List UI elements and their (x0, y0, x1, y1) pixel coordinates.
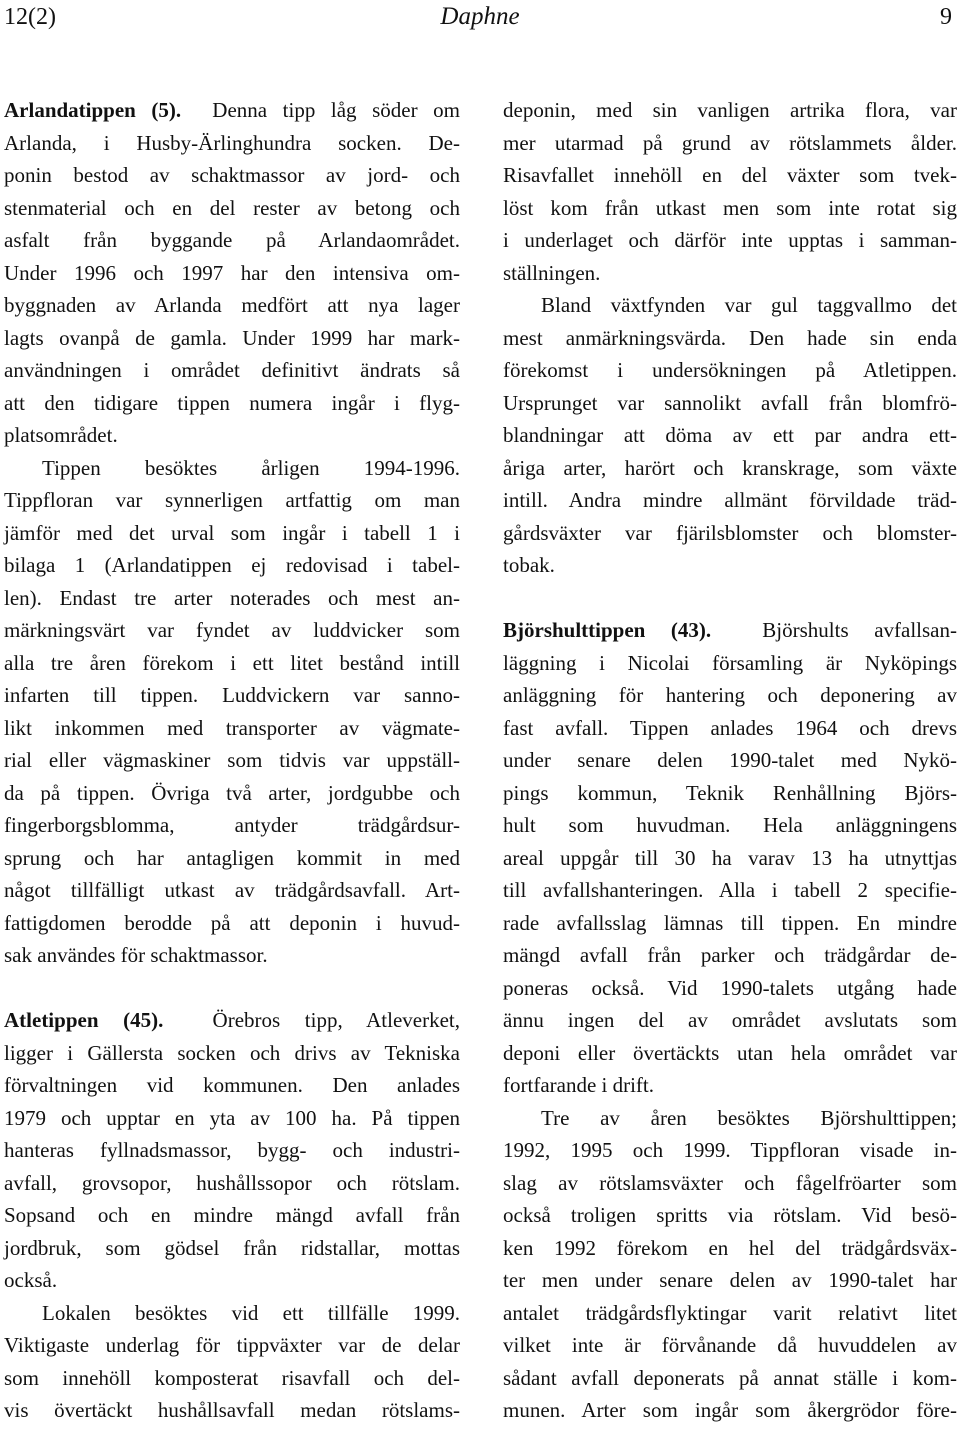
text-line: Bland växtfynden var gul taggvallmo det (541, 293, 957, 317)
text-line: Arlanda, i Husby-Ärlinghundra socken. De- (4, 130, 460, 155)
text-line: sådant avfall deponerats på annat ställe i kom- (503, 1365, 957, 1390)
text-line: 1992, 1995 och 1999. Tippfloran visade in- (503, 1138, 957, 1162)
text-line: också. (4, 1268, 58, 1292)
text-line: förekomst i undersökningen på Atletippen. (503, 358, 957, 382)
text-line: rial eller vägmaskiner som tidvis var uppställ- (4, 748, 460, 772)
text-line: tobak. (503, 553, 555, 577)
text-line: hanteras fyllnadsmassor, bygg- och industri- (4, 1138, 460, 1162)
text-line: avfall, grovsopor, hushållssopor och rötslam. (4, 1170, 460, 1195)
volume-issue: 12(2) (4, 4, 56, 30)
journal-title: Daphne (440, 3, 520, 30)
text-line: anläggning för hantering och deponering av (503, 683, 957, 707)
text-line: areal uppgår till 30 ha varav 13 ha utnyttjas (503, 845, 957, 870)
page-number: 9 (940, 4, 952, 30)
text-line: Under 1996 och 1997 har den intensiva om- (4, 260, 460, 285)
text-line: fattigdomen berodde på att deponin i huvud- (4, 910, 460, 935)
text-line: ken 1992 förekom en hel del trädgårdsväx- (503, 1235, 957, 1260)
text-line: Tippfloran var synnerligen artfattig om man (4, 488, 460, 512)
section-heading: Atletippen (45). (4, 1008, 164, 1032)
text-line: hult som huvudman. Hela anläggningens (503, 813, 957, 837)
left-column (4, 94, 460, 1427)
text-line: intill. Andra mindre allmänt förvildade träd- (503, 488, 957, 512)
text-line: gårdsväxter var fjärilsblomster och blomster- (503, 520, 957, 545)
text-line: att den tidigare tippen numera ingår i flyg- (4, 390, 460, 415)
text-line: Atletippen (45). Örebros tipp, Atleverket, (4, 1008, 460, 1032)
text-line: poneras också. Vid 1990-talets utgång hade (503, 975, 957, 1000)
section-heading: Arlandatippen (5). (4, 98, 182, 122)
text-line: i underlaget och därför inte upptas i samman- (503, 228, 957, 252)
section-arlandatippen (4, 94, 460, 972)
text-line: mest anmärkningsvärda. Den hade sin enda (503, 325, 957, 350)
text-line: asfalt från byggande på Arlandaområdet. (4, 228, 460, 252)
section-gap (503, 582, 957, 615)
text-line: ställningen. (503, 260, 601, 285)
text-line: sprung och har antagligen kommit in med (4, 845, 460, 870)
text-line: len). Endast tre arter noterades och mest an- (4, 585, 460, 610)
section-atletippen (4, 1004, 460, 1427)
text-line: fast avfall. Tippen anlades 1964 och drevs (503, 715, 957, 740)
text-line: ännu ingen del av området avslutats som (503, 1008, 957, 1032)
text-line: slag av rötslamsväxter och fågelfröarter som (503, 1170, 957, 1195)
text-line: lagts ovanpå de gamla. Under 1999 har mark- (4, 325, 460, 350)
text-line: under senare delen 1990-talet med Nykö- (503, 748, 957, 772)
text-line: Arlandatippen (5). Denna tipp låg söder om (4, 98, 460, 122)
text-line: platsområdet. (4, 423, 118, 447)
text-line: ponin bestod av schaktmassor av jord- och (4, 163, 460, 187)
text-line: ligger i Gällersta socken och drivs av Tekniska (4, 1040, 460, 1065)
text-line: Sopsand och en mindre mängd avfall från (4, 1203, 460, 1227)
text-line: mer utarmad på grund av rötslammets ålder. (503, 130, 957, 155)
text-line: vis övertäckt hushållsavfall medan rötslams- (4, 1398, 460, 1422)
text-line: jämför med det urval som ingår i tabell 1 i (4, 520, 460, 545)
section-bjorshulttippen (503, 614, 957, 1427)
text-line: pings kommun, Teknik Renhållning Björs- (503, 780, 957, 805)
text-line: jordbruk, som gödsel från ridstallar, mottas (4, 1235, 460, 1260)
text-line: 1979 och upptar en yta av 100 ha. På tippen (4, 1105, 460, 1130)
right-column (503, 94, 957, 1427)
text-line: Tre av åren besöktes Björshulttippen; (541, 1105, 957, 1130)
text-line: Lokalen besöktes vid ett tillfälle 1999. (42, 1300, 460, 1325)
text-line: Björshulttippen (43). Björshults avfallsan- (503, 618, 957, 642)
text-line: Viktigaste underlag för tippväxter var de delar (4, 1333, 460, 1357)
text-line: blandningar att döma av ett par andra ett- (503, 423, 957, 447)
section-gap (4, 972, 460, 1005)
text-line: munen. Arter som ingår som åkergrödor före- (503, 1398, 957, 1422)
text-line: da på tippen. Övriga två arter, jordgubbe och (4, 780, 460, 805)
text-line: Risavfallet innehöll en del växter som tvek- (503, 163, 957, 187)
text-line: märkningsvärt var fyndet av luddvicker som (4, 618, 460, 642)
section-atletippen-continued (503, 94, 957, 582)
text-line: sak användes för schaktmassor. (4, 943, 268, 967)
text-line: fortfarande i drift. (503, 1073, 655, 1097)
text-line: som innehöll komposterat risavfall och del- (4, 1365, 460, 1390)
text-line: alla tre åren förekom i ett litet bestånd intill (4, 650, 460, 675)
text-line: läggning i Nicolai församling är Nyköpings (503, 650, 957, 675)
text-line: fingerborgsblomma, antyder trädgårdsur- (4, 813, 460, 837)
text-line: deponi eller övertäckts utan hela området var (503, 1040, 957, 1065)
text-line: till avfallshanteringen. Alla i tabell 2 specifie- (503, 878, 957, 902)
text-line: användningen i området definitivt ändrats så (4, 358, 460, 382)
text-line: något tillfälligt utkast av trädgårdsavfall. Art- (4, 878, 460, 902)
text-line: stenmaterial och en del rester av betong och (4, 195, 460, 220)
text-line: mängd avfall från parker och trädgårdar de- (503, 943, 957, 967)
text-line: byggnaden av Arlanda medfört att nya lager (4, 293, 460, 317)
text-line: infarten till tippen. Luddvickern var sanno- (4, 683, 460, 707)
text-line: åriga arter, harört och kranskrage, som växte (503, 455, 957, 480)
page-header (0, 0, 960, 40)
text-line: vilket inte är förvånande då huvuddelen av (503, 1333, 957, 1357)
text-line: rade avfallsslag lämnas till tippen. En mindre (503, 910, 957, 935)
text-line: förvaltningen vid kommunen. Den anlades (4, 1073, 460, 1097)
text-line: likt inkommen med transporter av vägmate- (4, 715, 460, 740)
text-line: antalet trädgårdsflyktingar varit relativt litet (503, 1300, 957, 1325)
section-heading: Björshulttippen (43). (503, 618, 712, 642)
text-line: ter men under senare delen av 1990-talet har (503, 1268, 957, 1292)
text-line: deponin, med sin vanligen artrika flora, var (503, 98, 957, 122)
text-line: också troligen spritts via rötslam. Vid besö- (503, 1203, 957, 1227)
text-line: Tippen besöktes årligen 1994-1996. (42, 455, 460, 480)
text-line: löst kom från utkast men som inte rotat sig (503, 195, 957, 220)
text-line: bilaga 1 (Arlandatippen ej redovisad i tabel- (4, 553, 460, 577)
text-line: Ursprunget var sannolikt avfall från blomfrö- (503, 390, 957, 415)
